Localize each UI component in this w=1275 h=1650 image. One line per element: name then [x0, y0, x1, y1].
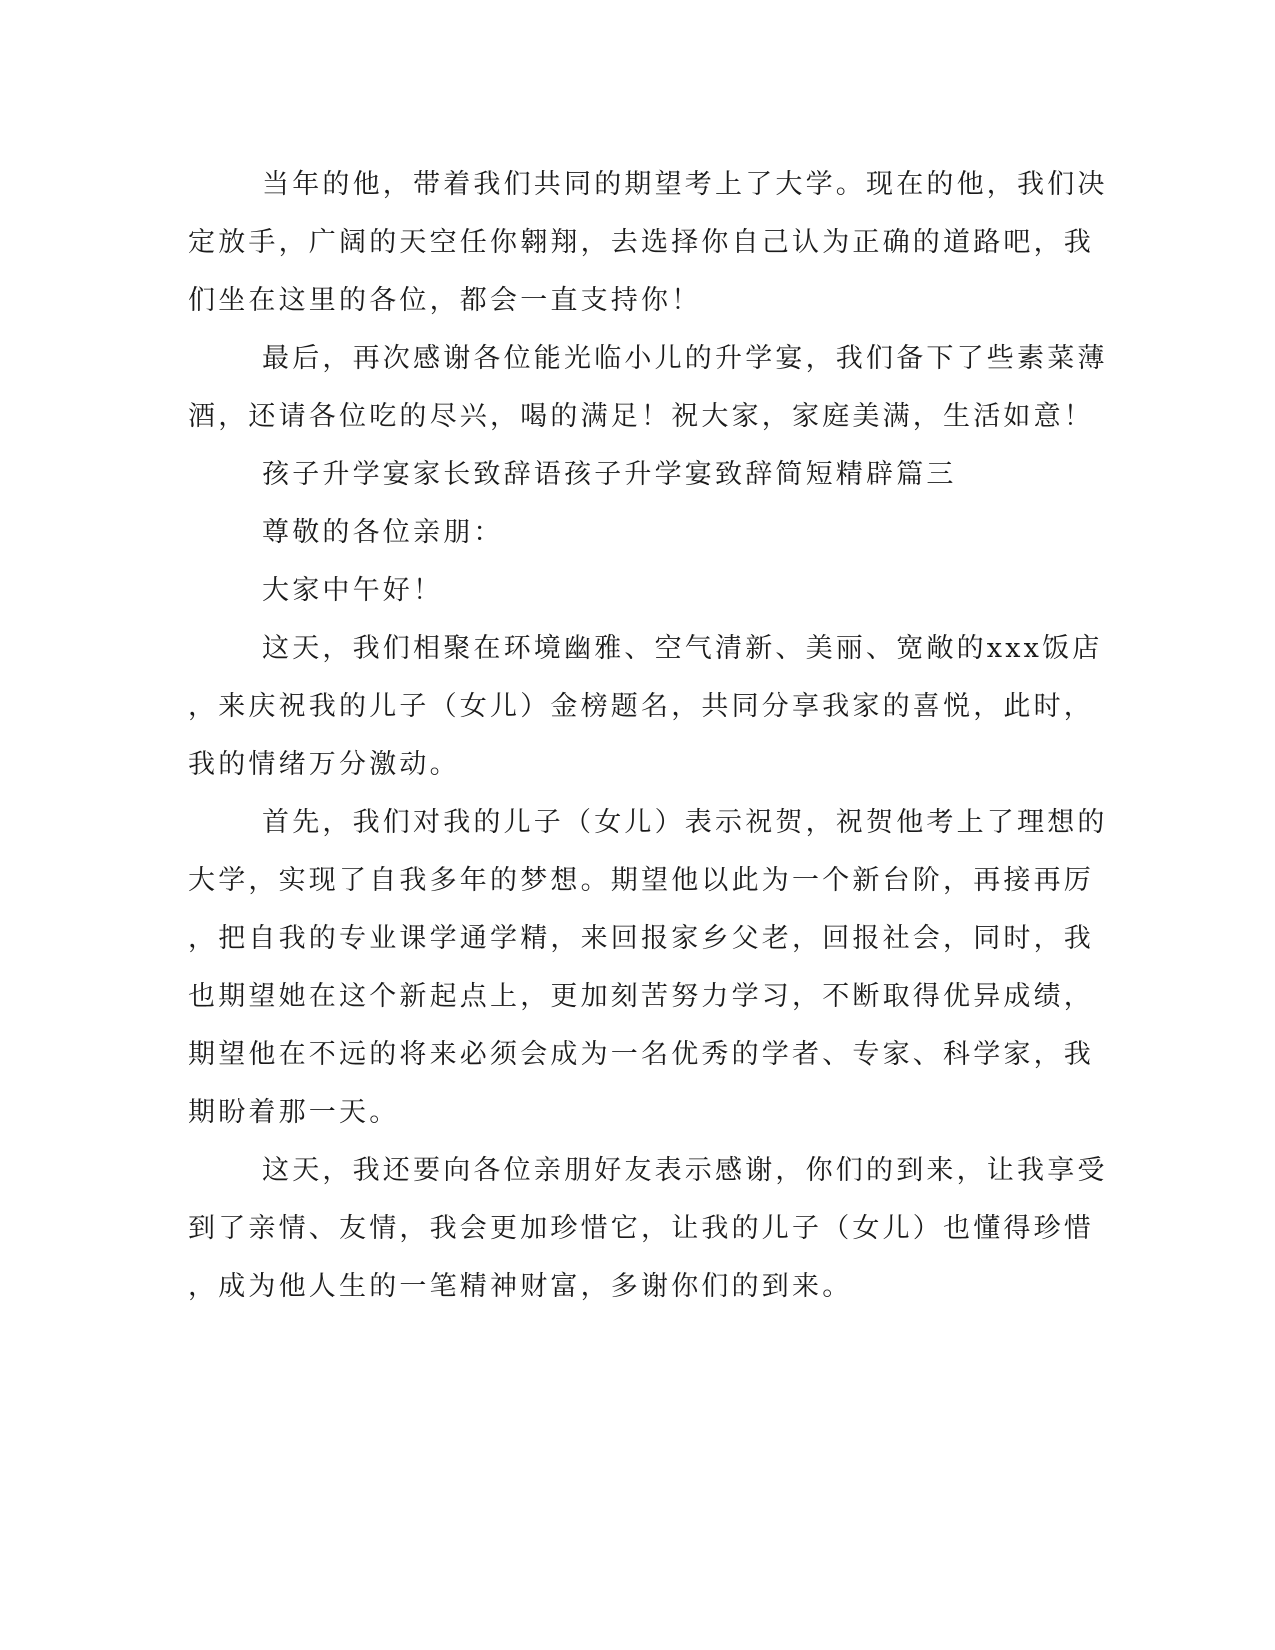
text-line: 最后，再次感谢各位能光临小儿的升学宴，我们备下了些素菜薄 — [262, 343, 1108, 374]
text-line: 定放手，广阔的天空任你翱翔，去选择你自己认为正确的道路吧，我 — [188, 227, 1094, 258]
text-line: 期盼着那一天。 — [188, 1097, 400, 1128]
text-line: 大学，实现了自我多年的梦想。期望他以此为一个新台阶，再接再厉 — [188, 865, 1094, 896]
text-line: 酒，还请各位吃的尽兴，喝的满足！祝大家，家庭美满，生活如意！ — [188, 401, 1094, 432]
salutation: 尊敬的各位亲朋： — [262, 517, 504, 548]
text-line: 我的情绪万分激动。 — [188, 749, 460, 780]
text-line: 这天，我们相聚在环境幽雅、空气清新、美丽、宽敞的xxx饭店 — [262, 633, 1103, 664]
section-heading: 孩子升学宴家长致辞语孩子升学宴致辞简短精辟篇三 — [262, 459, 957, 490]
text-line: ，把自我的专业课学通学精，来回报家乡父老，回报社会，同时，我 — [188, 923, 1094, 954]
text-line: 到了亲情、友情，我会更加珍惜它，让我的儿子（女儿）也懂得珍惜 — [188, 1213, 1094, 1244]
text-line: 期望他在不远的将来必须会成为一名优秀的学者、专家、科学家，我 — [188, 1039, 1094, 1070]
greeting: 大家中午好！ — [262, 575, 444, 606]
text-line: 首先，我们对我的儿子（女儿）表示祝贺，祝贺他考上了理想的 — [262, 807, 1108, 838]
text-line: ，来庆祝我的儿子（女儿）金榜题名，共同分享我家的喜悦，此时， — [188, 691, 1094, 722]
text-line: 这天，我还要向各位亲朋好友表示感谢，你们的到来，让我享受 — [262, 1155, 1108, 1186]
text-line: 们坐在这里的各位，都会一直支持你！ — [188, 285, 702, 316]
text-line: 也期望她在这个新起点上，更加刻苦努力学习，不断取得优异成绩， — [188, 981, 1094, 1012]
text-line: 当年的他，带着我们共同的期望考上了大学。现在的他，我们决 — [262, 169, 1108, 200]
text-line: ，成为他人生的一笔精神财富，多谢你们的到来。 — [188, 1271, 853, 1302]
